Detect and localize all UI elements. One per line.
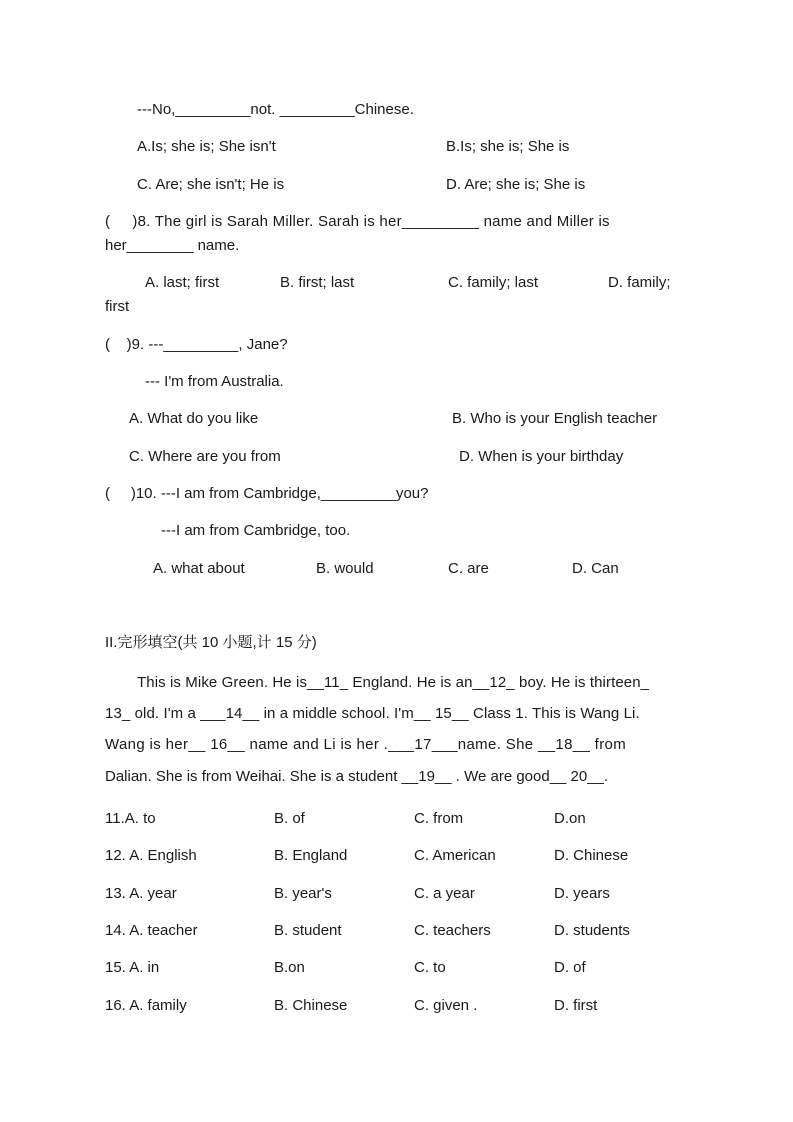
choice-11-b: B. of xyxy=(274,810,305,827)
choice-14-b: B. student xyxy=(274,922,342,939)
choice-15-d: D. of xyxy=(554,959,586,976)
passage-line-3: Wang is her__ 16__ name and Li is her .___17___name. She __18__ from xyxy=(105,736,627,753)
choice-12-a: 12. A. English xyxy=(105,847,197,864)
choice-11-c: C. from xyxy=(414,810,464,827)
q9-answer-line: --- I'm from Australia. xyxy=(145,373,284,390)
passage-line-2: 13_ old. I'm a ___14__ in a middle school. I'm__ 15__ Class 1. This is Wang Li. xyxy=(105,705,640,722)
q7-option-a: A.Is; she is; She isn't xyxy=(137,138,276,155)
q9-question-line: ( )9. ---_________, Jane? xyxy=(105,336,288,353)
q9-option-d: D. When is your birthday xyxy=(459,448,624,465)
choice-13-b: B. year's xyxy=(274,885,332,902)
q10-option-c: C. are xyxy=(448,560,489,577)
passage-line-4: Dalian. She is from Weihai. She is a student __19__ . We are good__ 20__. xyxy=(105,768,609,785)
q10-answer-line: ---I am from Cambridge, too. xyxy=(161,522,351,539)
q10-option-b: B. would xyxy=(316,560,374,577)
q9-option-c: C. Where are you from xyxy=(129,448,281,465)
q8-option-b: B. first; last xyxy=(280,274,355,291)
choice-13-c: C. a year xyxy=(414,885,475,902)
choice-14-c: C. teachers xyxy=(414,922,491,939)
choice-16-b: B. Chinese xyxy=(274,997,348,1014)
choice-12-b: B. England xyxy=(274,847,348,864)
passage-line-1: This is Mike Green. He is__11_ England. He is an__12_ boy. He is thirteen_ xyxy=(137,674,650,691)
q7-answer-line: ---No,_________not. _________Chinese. xyxy=(137,101,414,118)
choice-11-a: 11.A. to xyxy=(105,810,156,827)
q9-option-b: B. Who is your English teacher xyxy=(452,410,658,427)
q8-option-a: A. last; first xyxy=(145,274,220,291)
q8-option-c: C. family; last xyxy=(448,274,539,291)
choice-13-a: 13. A. year xyxy=(105,885,177,902)
q7-option-b: B.Is; she is; She is xyxy=(446,138,570,155)
q10-question-line: ( )10. ---I am from Cambridge,_________you? xyxy=(105,485,429,502)
q9-option-a: A. What do you like xyxy=(129,410,259,427)
q10-option-a: A. what about xyxy=(153,560,245,577)
choice-13-d: D. years xyxy=(554,885,610,902)
choice-16-a: 16. A. family xyxy=(105,997,187,1014)
q8-question-line2: her________ name. xyxy=(105,237,240,254)
choice-16-c: C. given . xyxy=(414,997,478,1014)
choice-15-b: B.on xyxy=(274,959,305,976)
choice-12-c: C. American xyxy=(414,847,496,864)
choice-16-d: D. first xyxy=(554,997,598,1014)
choice-14-a: 14. A. teacher xyxy=(105,922,198,939)
q10-option-d: D. Can xyxy=(572,560,619,577)
choice-15-c: C. to xyxy=(414,959,446,976)
section-heading: II.完形填空(共 10 小题,计 15 分) xyxy=(105,634,317,651)
q8-option-d: D. family; xyxy=(608,274,671,291)
q8-question-line1: ( )8. The girl is Sarah Miller. Sarah is her_________ name and Miller is xyxy=(105,213,610,230)
q7-option-c: C. Are; she isn't; He is xyxy=(137,176,285,193)
choice-14-d: D. students xyxy=(554,922,630,939)
choice-15-a: 15. A. in xyxy=(105,959,160,976)
q8-option-d-wrap: first xyxy=(105,298,130,315)
q7-option-d: D. Are; she is; She is xyxy=(446,176,586,193)
choice-12-d: D. Chinese xyxy=(554,847,629,864)
choice-11-d: D.on xyxy=(554,810,586,827)
